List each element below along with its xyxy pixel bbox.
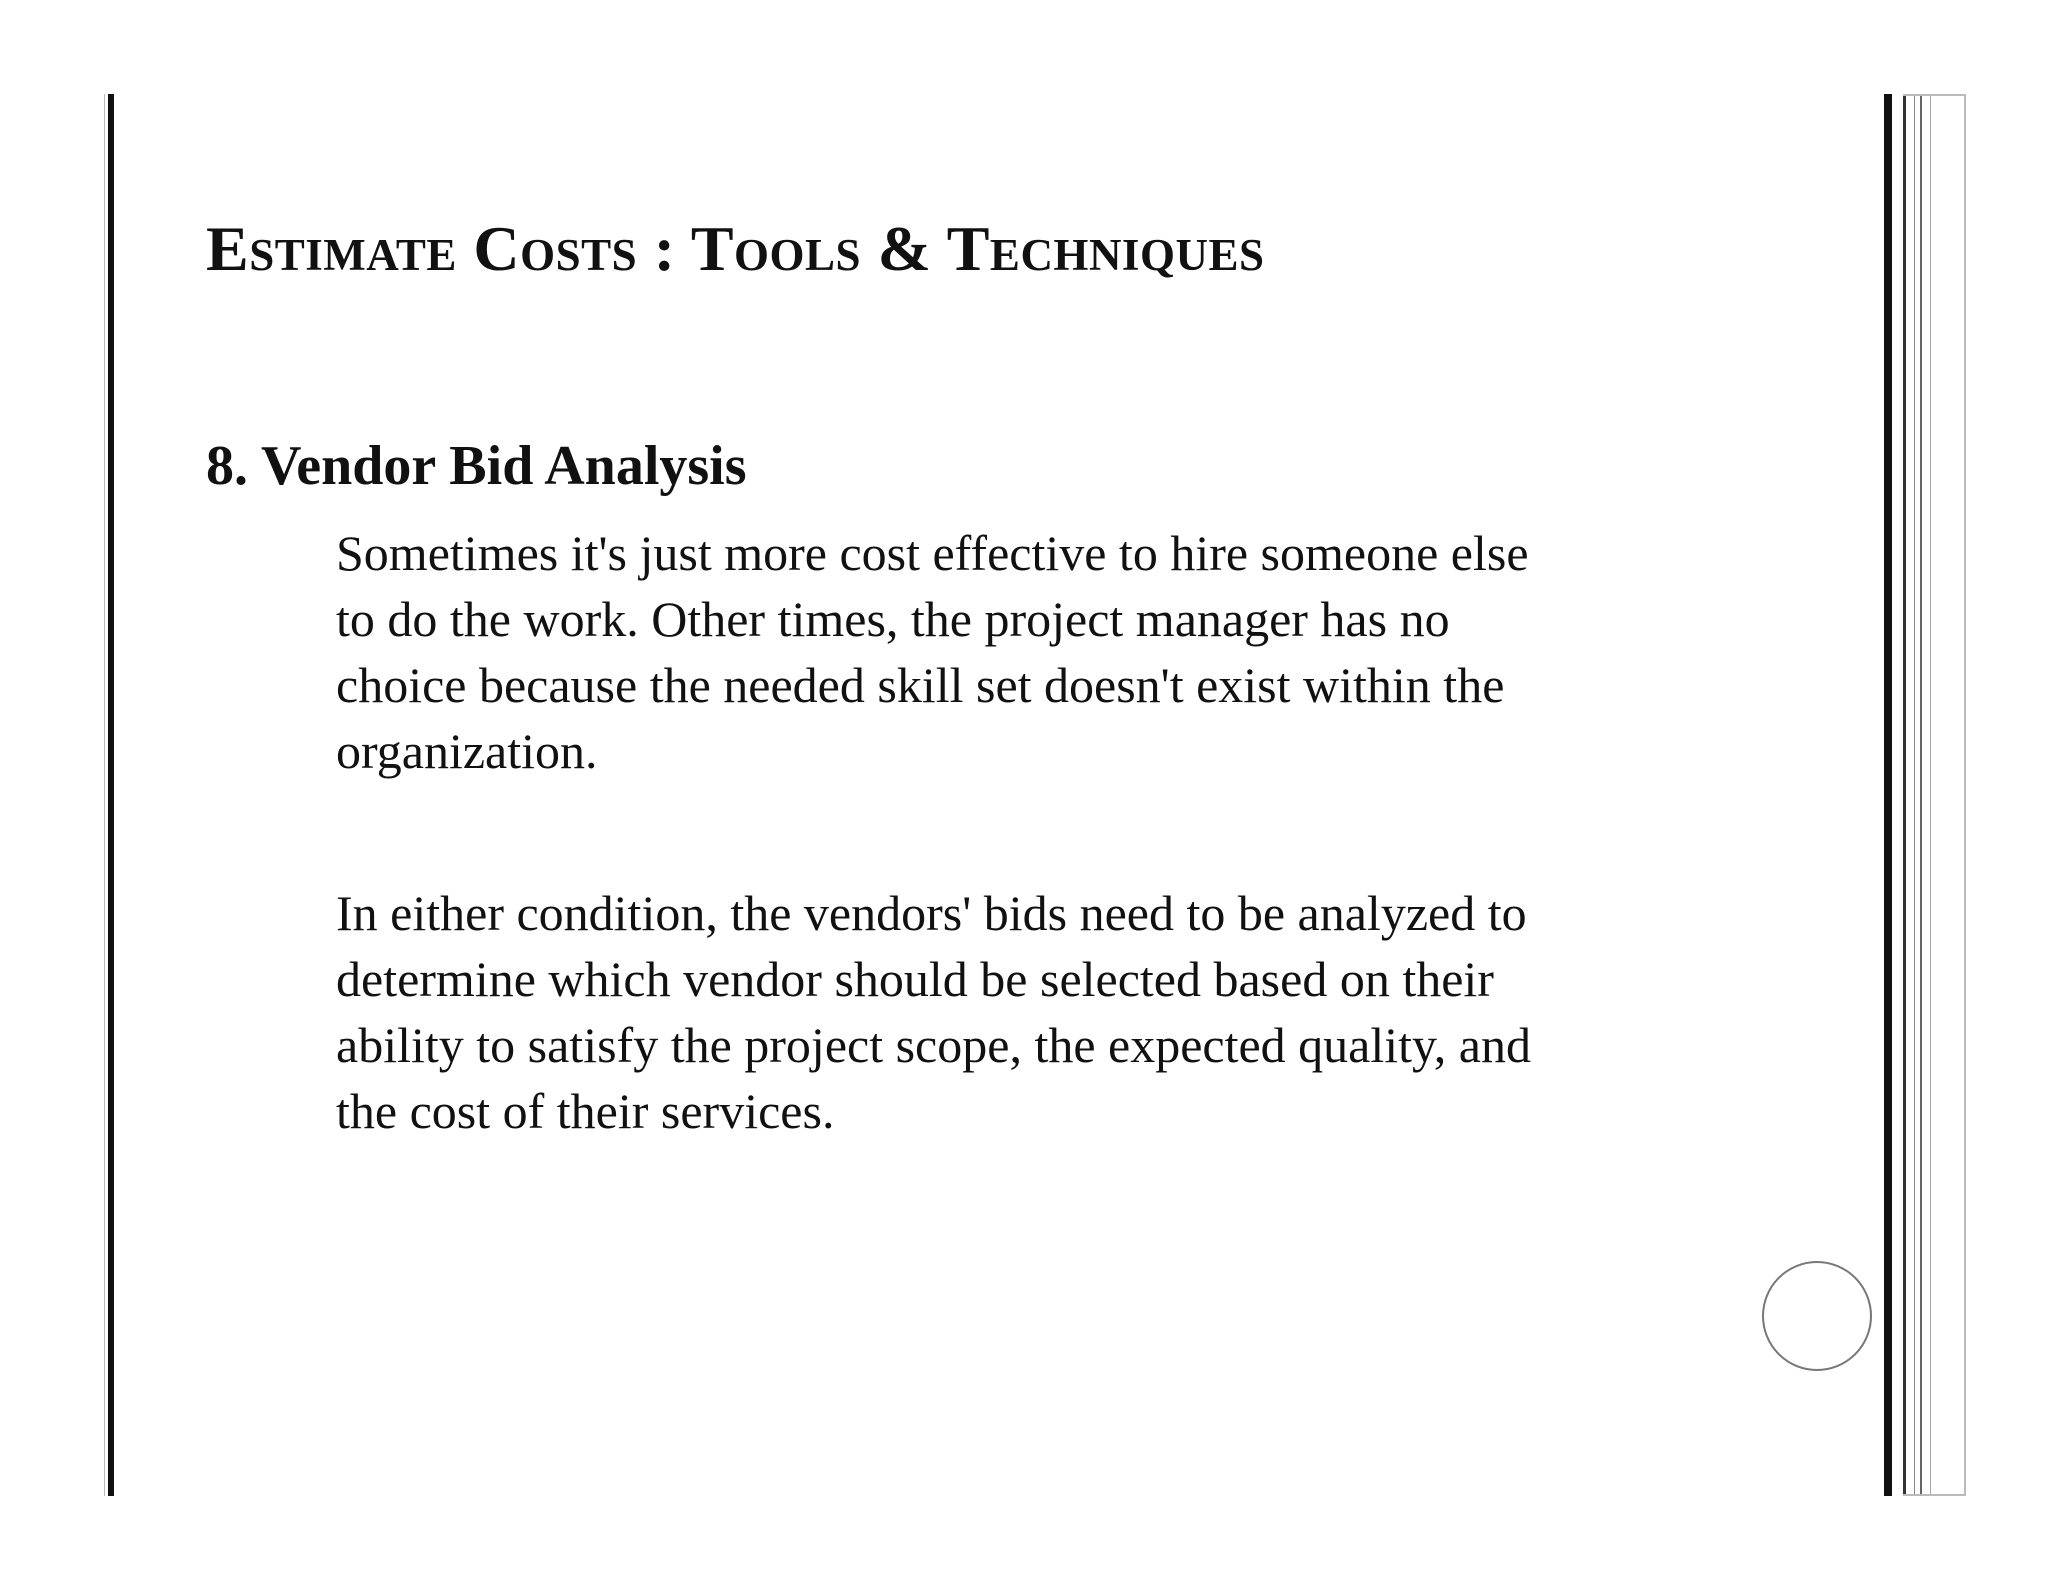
right-border-line — [1884, 94, 1892, 1496]
section-heading: 8. Vendor Bid Analysis — [206, 435, 747, 497]
decorative-circle — [1762, 1261, 1872, 1371]
right-border-line — [1903, 94, 1906, 1496]
body-paragraph-1: Sometimes it's just more cost effective to hire someone else to do the work. Other times, the project manager has no choice because the needed skill set doesn't exist within the organization. — [336, 525, 1529, 779]
right-border-line — [1930, 94, 1931, 1496]
right-border-line — [1920, 94, 1922, 1496]
right-border-line — [1964, 94, 1966, 1496]
body-paragraph-2: In either condition, the vendors' bids need to be analyzed to determine which vendor should be selected based on their ability to satisfy the project scope, the expected quality, and the cost of their services. — [336, 885, 1531, 1139]
right-border-line — [1914, 94, 1915, 1496]
slide-title: Estimate Costs : Tools & Techniques — [206, 213, 1265, 284]
left-border-line — [108, 94, 114, 1496]
left-border-thin-line — [104, 94, 105, 1496]
right-border-cap — [1903, 1494, 1966, 1496]
right-border-cap — [1903, 94, 1966, 96]
